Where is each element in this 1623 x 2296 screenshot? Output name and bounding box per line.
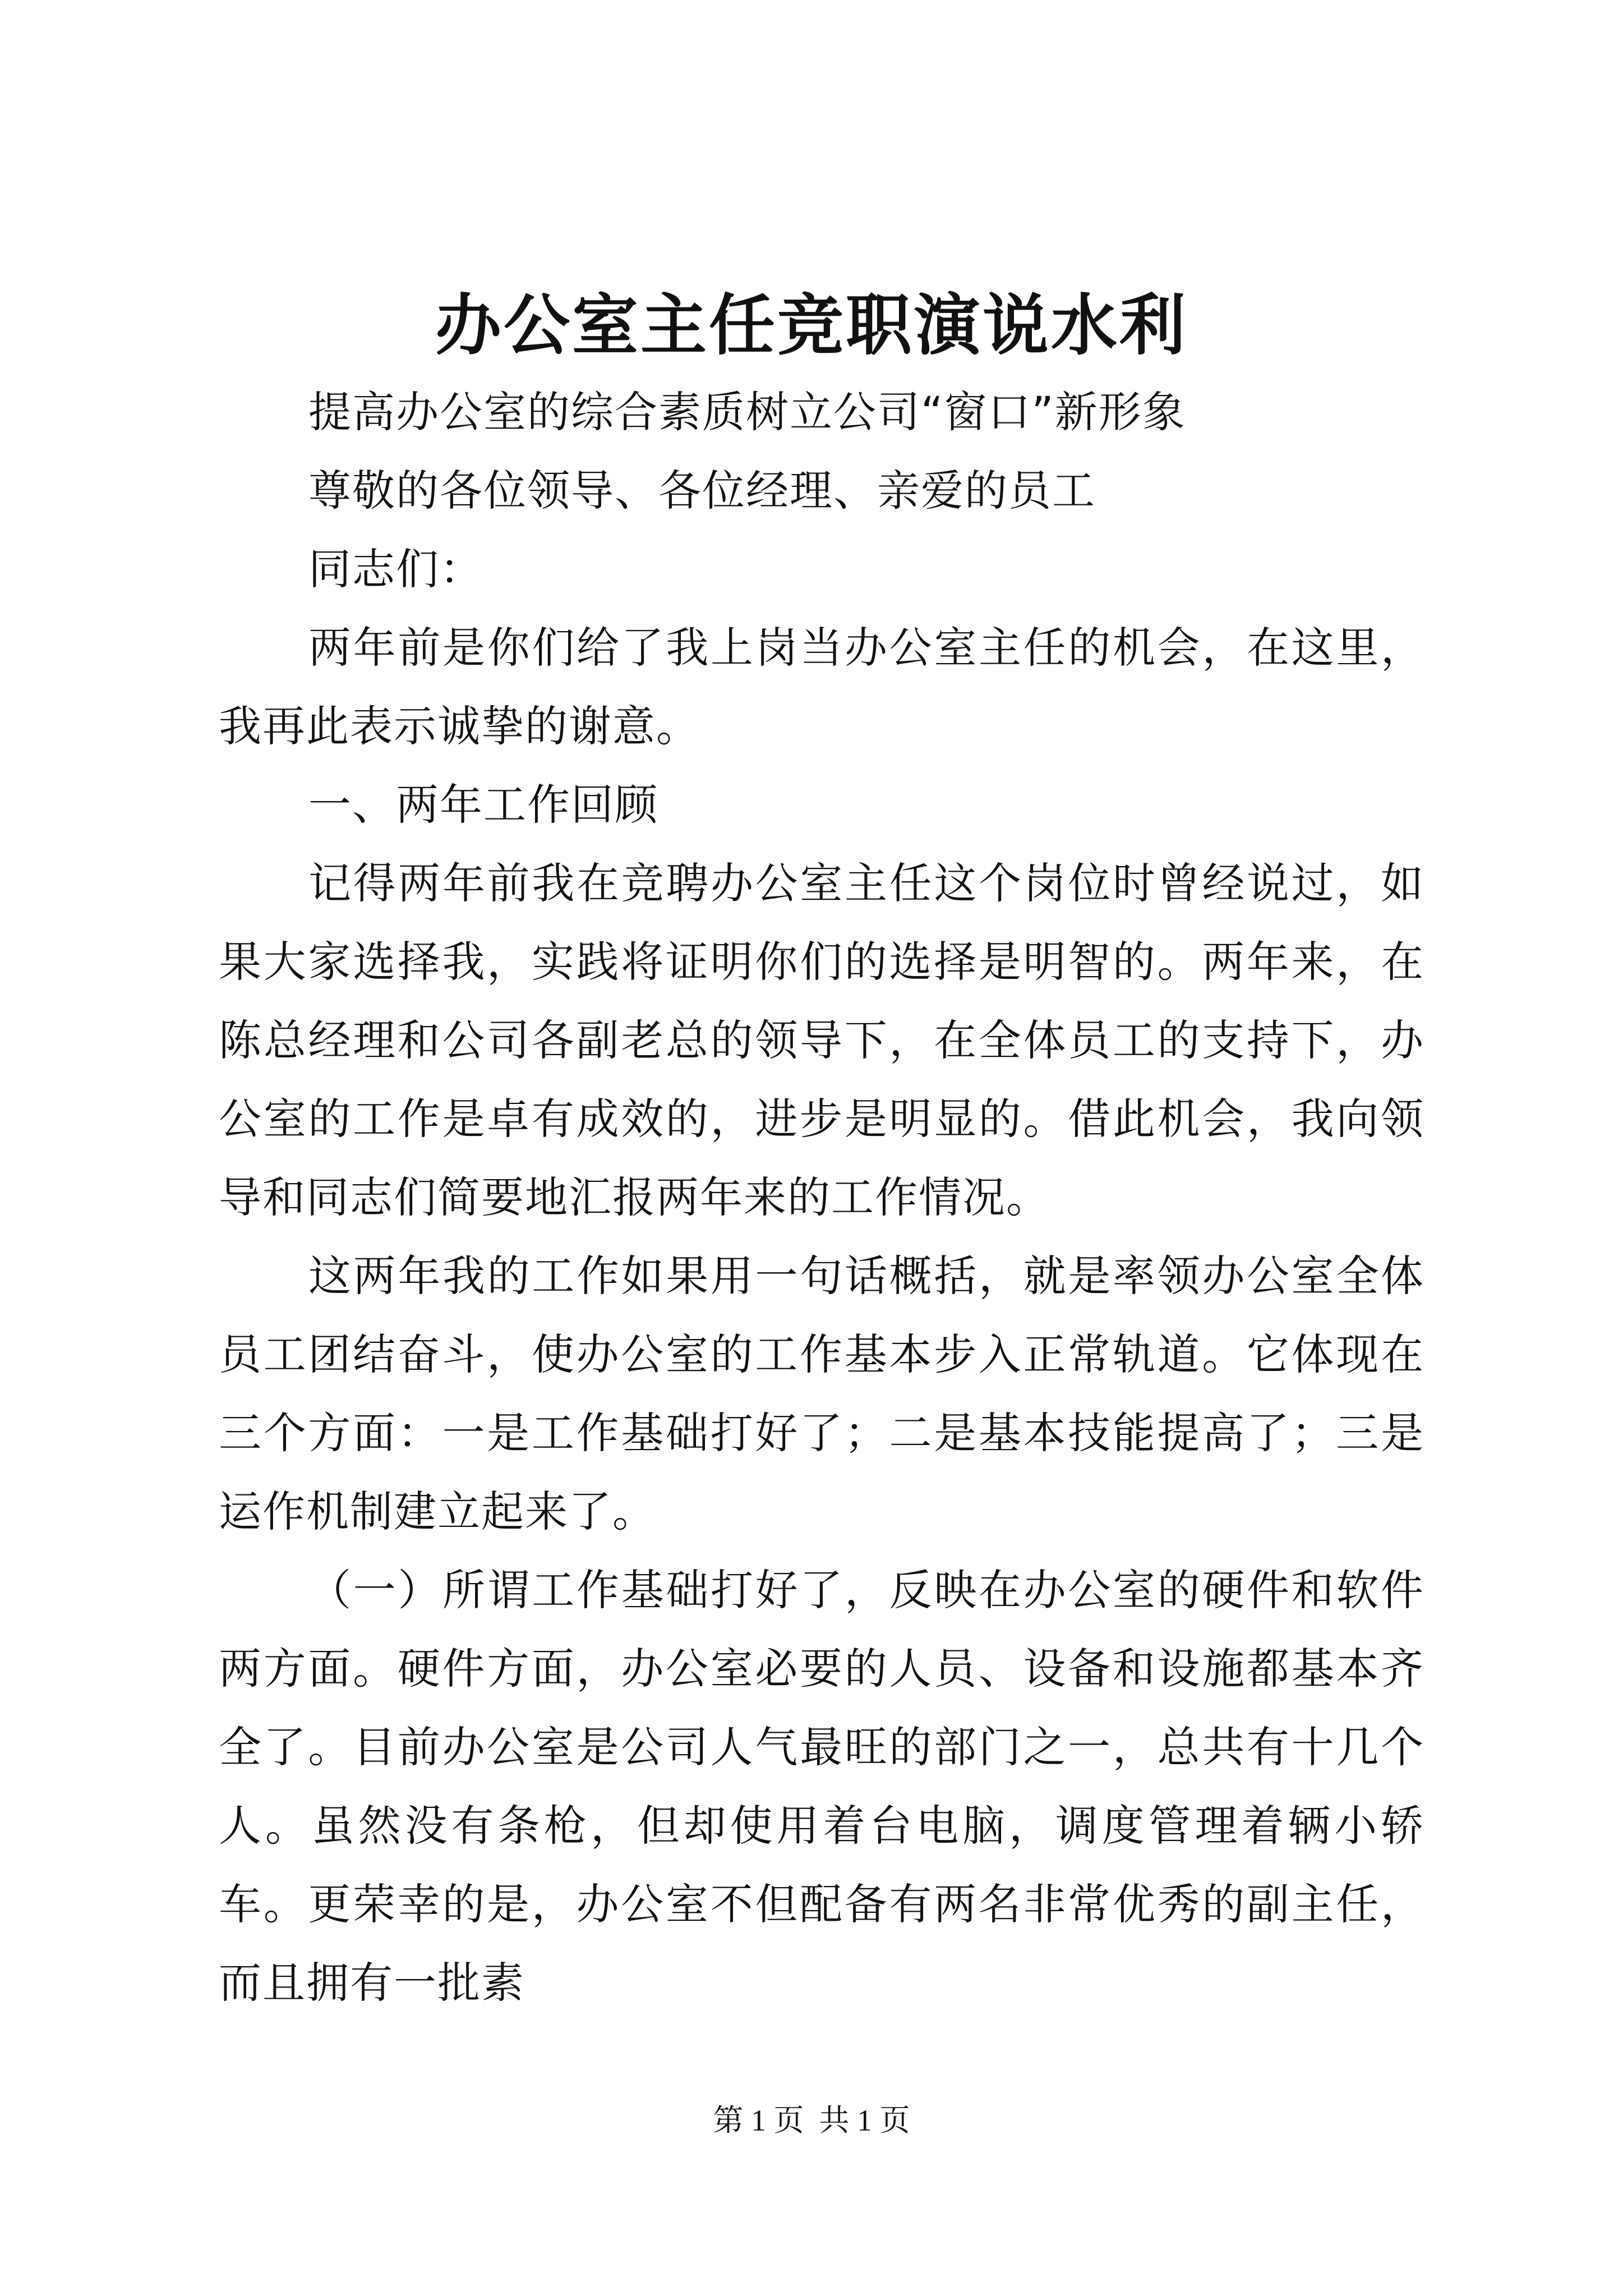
body-paragraph: 两年前是你们给了我上岗当办公室主任的机会，在这里，我再此表示诚挚的谢意。: [219, 623, 1424, 751]
body-paragraph: （一）所谓工作基础打好了，反映在办公室的硬件和软件两方面。硬件方面，办公室必要的人员、设备和设施都基本齐全了。目前办公室是公司人气最旺的部门之一，总共有十几个人。虽然没有条枪，但却使用着台电脑，调度管理着辆小轿车。更荣幸的是，办公室不但配备有两名非常优秀的副主任，而且拥有一批素: [219, 1565, 1424, 2008]
body-paragraph: 记得两年前我在竞聘办公室主任这个岗位时曾经说过，如果大家选择我，实践将证明你们的选择是明智的。两年来，在陈总经理和公司各副老总的领导下，在全体员工的支持下，办公室的工作是卓有成效的，进步是明显的。借此机会，我向领导和同志们简要地汇报两年来的工作情况。: [219, 858, 1424, 1222]
document-title: 办公室主任竞职演说水利: [435, 286, 1188, 364]
subtitle-paragraph: 提高办公室的综合素质树立公司“窗口”新形象: [308, 387, 1186, 437]
section-heading: 一、两年工作回顾: [308, 780, 658, 830]
document-body: [219, 373, 1424, 2022]
page-number-label: 第 1 页 共 1 页: [713, 2104, 910, 2137]
salutation-paragraph: 同志们：: [308, 544, 483, 594]
salutation-paragraph: 尊敬的各位领导、各位经理、亲爱的员工: [308, 466, 1096, 516]
page-footer: [0, 2101, 1623, 2140]
body-paragraph: 这两年我的工作如果用一句话概括，就是率领办公室全体员工团结奋斗，使办公室的工作基本步入正常轨道。它体现在三个方面：一是工作基础打好了；二是基本技能提高了；三是运作机制建立起来了。: [219, 1251, 1424, 1536]
